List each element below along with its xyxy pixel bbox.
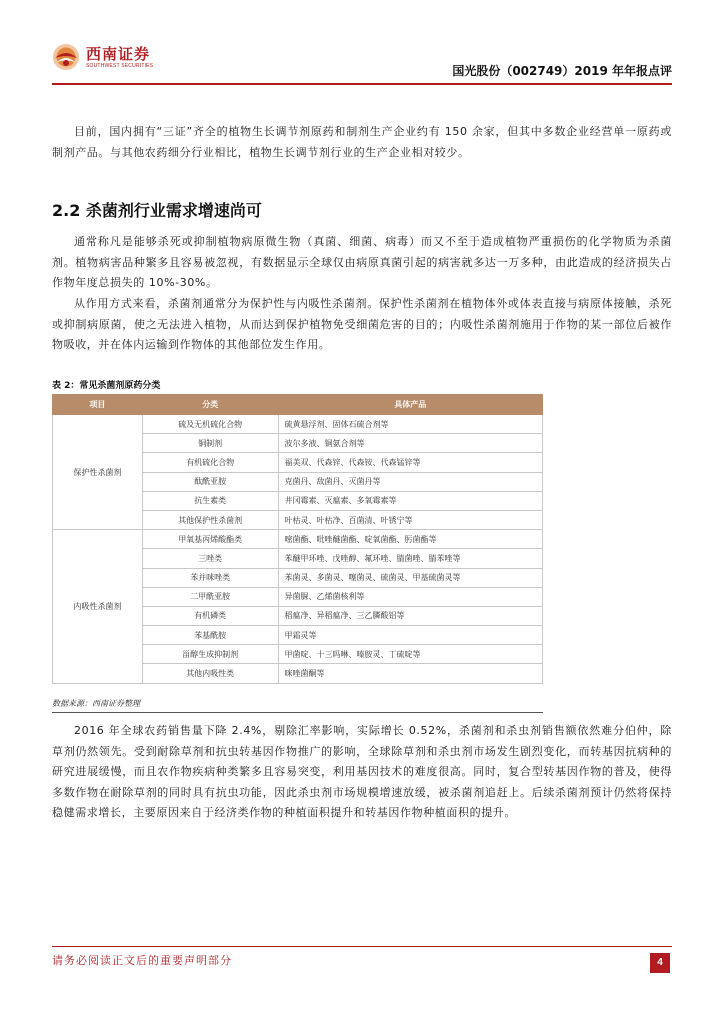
product-cell: 甲菌啶、十三吗啉、嗪胺灵、丁硫啶等: [278, 645, 542, 664]
logo-emblem-icon: [52, 43, 80, 71]
class-cell: 其他内吸性类: [142, 664, 278, 683]
fungicide-classification-table: [52, 394, 543, 684]
class-cell: 有机磷类: [142, 606, 278, 625]
table-header-cell: 具体产品: [278, 395, 542, 415]
class-cell: 其他保护性杀菌剂: [142, 510, 278, 529]
footer-disclaimer: 请务必阅读正文后的重要声明部分: [52, 954, 232, 967]
class-cell: 二甲酰亚胺: [142, 587, 278, 606]
product-cell: 异菌脲、乙烯菌核利等: [278, 587, 542, 606]
footer-divider: [52, 946, 672, 947]
product-cell: 波尔多液、铜氨合剂等: [278, 434, 542, 453]
paragraph-market-analysis: 2016 年全球农药销售量下降 2.4%，剔除汇率影响，实际增长 0.52%，杀菌剂和杀虫剂销售额依然难分伯仲，除草剂仍然领先。受到耐除草剂和抗虫转基因作物推广的影响，全球除草剂和杀虫剂市场发生剧烈变化，而转基因抗病种的研究进展缓慢，而且农作物疾病种类繁多且容易突变，利用基因技术的难度很高。同时，复合型转基因作物的普及，使得多数作物在耐除草剂的同时具有抗虫功能，因此杀虫剂市场规模增速放缓，被杀菌剂追赶上。后续杀菌剂预计仍然将保持稳健需求增长，主要原因来自于经济类作物的种植面积提升和转基因作物种植面积的提升。: [52, 724, 672, 819]
paragraph-fungicide-types: 从作用方式来看，杀菌剂通常分为保护性与内吸性杀菌剂。保护性杀菌剂在植物体外或体表直接与病原体接触，杀死或抑制病原菌，使之无法进入植物，从而达到保护植物免受细菌危害的目的；内吸性杀菌剂施用于作物的某一部位后被作物吸收，并在体内运输到作物体的其他部位发生作用。: [52, 297, 672, 351]
product-cell: 福美双、代森锌、代森铵、代森锰锌等: [278, 453, 542, 472]
header-divider: [52, 83, 672, 85]
paragraph-fungicide-definition: 通常称凡是能够杀死或抑制植物病原微生物（真菌、细菌、病毒）而又不至于造成植物严重损伤的化学物质为杀菌剂。植物病害品种繁多且容易被忽视，有数据显示全球仅由病原真菌引起的病害就多达一万多种，由此造成的经济损失占作物年度总损失的 10%-30%。: [52, 235, 672, 289]
class-cell: 苯基酰胺: [142, 626, 278, 645]
table-row: [53, 530, 543, 549]
logo-text-en: SOUTHWEST SECURITIES: [86, 62, 154, 69]
product-cell: 硫黄悬浮剂、固体石硫合剂等: [278, 415, 542, 434]
logo-text-cn: 西南证券: [86, 44, 151, 63]
table-row: [53, 415, 543, 434]
product-cell: 嘧菌酯、吡唑醚菌酯、啶氧菌酯、肟菌酯等: [278, 530, 542, 549]
paragraph-intro: 目前，国内拥有“三证”齐全的植物生长调节剂原药和制剂生产企业约有 150 余家，但其中多数企业经营单一原药或制剂产品。与其他农药细分行业相比，植物生长调节剂行业的生产企业相对较少。: [52, 125, 672, 159]
section-heading: 2.2 杀菌剂行业需求增速尚可: [52, 201, 262, 220]
product-cell: 井冈霉素、灭瘟素、多氧霉素等: [278, 491, 542, 510]
table-header-cell: 项目: [53, 395, 143, 415]
product-cell: 稻瘟净、异稻瘟净、三乙膦酸铝等: [278, 606, 542, 625]
class-cell: 抗生素类: [142, 491, 278, 510]
product-cell: 甲霜灵等: [278, 626, 542, 645]
product-cell: 咪唑菌酮等: [278, 664, 542, 683]
page-number: 4: [650, 953, 670, 973]
table-source-note: 数据来源：西南证券整理: [52, 699, 140, 708]
class-cell: 三唑类: [142, 549, 278, 568]
product-cell: 叶枯灵、叶枯净、百菌清、叶锈宁等: [278, 510, 542, 529]
table-caption: 表 2：常见杀菌剂原药分类: [52, 381, 161, 391]
product-cell: 克菌丹、敌菌丹、灭菌丹等: [278, 472, 542, 491]
class-cell: 苯并咪唑类: [142, 568, 278, 587]
class-cell: 甲氧基丙烯酸酯类: [142, 530, 278, 549]
table-source-divider: [52, 712, 543, 713]
class-cell: 有机硫化合物: [142, 453, 278, 472]
class-cell: 铜制剂: [142, 434, 278, 453]
table-header-row: [53, 395, 543, 415]
class-cell: 酞酰亚胺: [142, 472, 278, 491]
product-cell: 苯菌灵、多菌灵、噻菌灵、硫菌灵、甲基硫菌灵等: [278, 568, 542, 587]
class-cell: 硫及无机硫化合物: [142, 415, 278, 434]
table-header-cell: 分类: [142, 395, 278, 415]
report-title: 国光股份（002749）2019 年年报点评: [452, 64, 672, 78]
class-cell: 甾醇生成抑制剂: [142, 645, 278, 664]
category-cell: 保护性杀菌剂: [53, 415, 143, 530]
company-logo: [52, 40, 153, 74]
category-cell: 内吸性杀菌剂: [53, 530, 143, 684]
product-cell: 苯醚甲环唑、戊唑醇、氟环唑、腈菌唑、腈苯唑等: [278, 549, 542, 568]
